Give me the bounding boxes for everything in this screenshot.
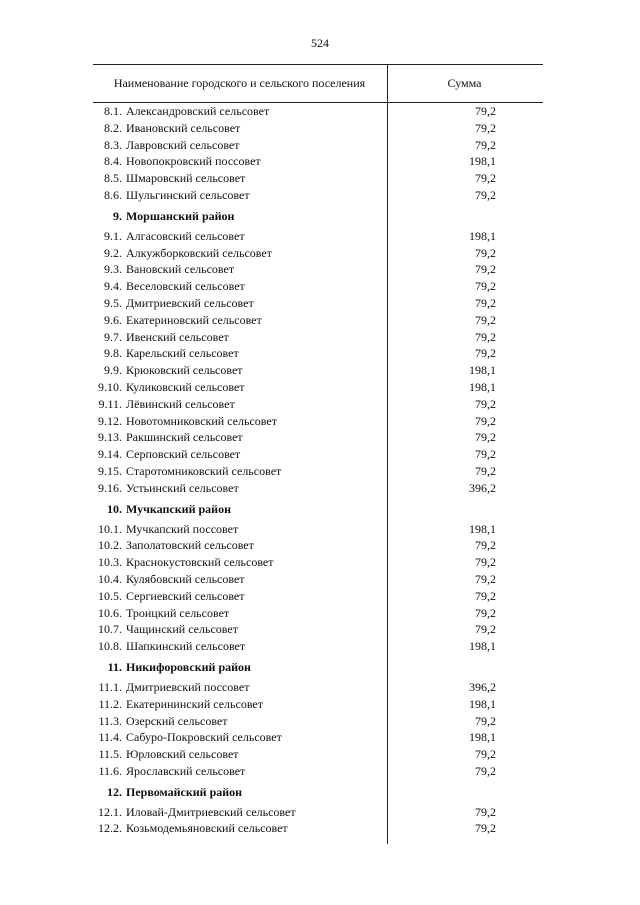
table-row xyxy=(93,261,543,278)
settlement-name: Крюковский сельсовет xyxy=(126,363,243,378)
settlement-name: Ракшинский сельсовет xyxy=(126,430,243,445)
row-number: 10.7. xyxy=(98,622,122,637)
sum-value: 198,1 xyxy=(469,730,496,745)
row-number: 11.3. xyxy=(98,713,122,728)
row-number: 9.3. xyxy=(104,262,122,277)
sum-value: 79,2 xyxy=(475,804,496,819)
sum-value: 79,2 xyxy=(475,571,496,586)
sum-value: 79,2 xyxy=(475,329,496,344)
table-row xyxy=(93,571,543,588)
table-row xyxy=(93,103,543,120)
district-heading xyxy=(93,497,543,521)
settlement-name: Троицкий сельсовет xyxy=(126,605,230,620)
sum-value: 79,2 xyxy=(475,622,496,637)
table-row xyxy=(93,713,543,730)
sum-value: 198,1 xyxy=(469,521,496,536)
table-row xyxy=(93,696,543,713)
settlement-name: Дмитриевский сельсовет xyxy=(126,295,254,310)
row-number: 9.16. xyxy=(98,480,122,495)
settlement-name: Дмитриевский поссовет xyxy=(126,679,250,694)
settlement-name: Алкужборковский сельсовет xyxy=(126,245,272,260)
sum-value: 198,1 xyxy=(469,379,496,394)
table-row xyxy=(93,820,543,837)
district-heading xyxy=(93,780,543,804)
table-row xyxy=(93,396,543,413)
sum-value: 79,2 xyxy=(475,262,496,277)
sum-value: 79,2 xyxy=(475,447,496,462)
settlement-name: Устьинский сельсовет xyxy=(126,480,239,495)
row-number: 11.1. xyxy=(98,679,122,694)
header-name-column: Наименование городского и сельского поселения xyxy=(113,76,366,90)
district-name: Моршанский район xyxy=(126,208,235,223)
district-name: Никифоровский район xyxy=(126,659,251,674)
district-number: 11. xyxy=(107,659,122,674)
row-number: 8.4. xyxy=(104,154,122,169)
row-number: 9.8. xyxy=(104,346,122,361)
district-number: 12. xyxy=(107,784,122,799)
table-row xyxy=(93,228,543,245)
settlement-name: Александровский сельсовет xyxy=(126,104,270,118)
sum-value: 79,2 xyxy=(475,245,496,260)
settlement-name: Новотомниковский сельсовет xyxy=(126,413,277,428)
row-number: 10.5. xyxy=(98,588,122,603)
settlement-name: Серповский сельсовет xyxy=(126,447,241,462)
sum-value: 79,2 xyxy=(475,430,496,445)
row-number: 9.4. xyxy=(104,279,122,294)
table-row xyxy=(93,605,543,622)
sum-value: 79,2 xyxy=(475,605,496,620)
settlement-name: Шапкинский сельсовет xyxy=(126,639,246,654)
table-row xyxy=(93,120,543,137)
table-row xyxy=(93,763,543,780)
settlement-name: Куликовский сельсовет xyxy=(126,379,245,394)
row-number: 9.15. xyxy=(98,463,122,478)
row-number: 9.10. xyxy=(98,379,122,394)
table-row xyxy=(93,187,543,204)
settlement-name: Шульгинский сельсовет xyxy=(126,187,250,202)
row-number: 9.11. xyxy=(98,396,122,411)
sum-value: 79,2 xyxy=(475,295,496,310)
settlement-name: Екатериновский сельсовет xyxy=(126,312,262,327)
sum-value: 198,1 xyxy=(469,154,496,169)
table-row xyxy=(93,362,543,379)
sum-value: 79,2 xyxy=(475,821,496,836)
row-number: 9.12. xyxy=(98,413,122,428)
sum-value: 79,2 xyxy=(475,413,496,428)
settlement-name: Кулябовский сельсовет xyxy=(126,571,245,586)
row-number: 10.1. xyxy=(98,521,122,536)
settlement-name: Ивенский сельсовет xyxy=(126,329,229,344)
settlement-name: Ивановский сельсовет xyxy=(126,120,241,135)
row-number: 8.3. xyxy=(104,137,122,152)
sum-value: 198,1 xyxy=(469,639,496,654)
settlement-name: Лавровский сельсовет xyxy=(126,137,240,152)
settlement-name: Ярославский сельсовет xyxy=(126,763,246,778)
table-header xyxy=(93,64,543,103)
row-number: 11.5. xyxy=(98,747,122,762)
table-row xyxy=(93,312,543,329)
sum-value: 79,2 xyxy=(475,279,496,294)
settlement-name: Сабуро-Покровский сельсовет xyxy=(126,730,282,745)
sum-value: 79,2 xyxy=(475,120,496,135)
sum-value: 79,2 xyxy=(475,588,496,603)
district-name: Мучкапский район xyxy=(126,501,231,516)
table-row xyxy=(93,554,543,571)
table-row xyxy=(93,278,543,295)
settlement-name: Вановский сельсовет xyxy=(126,262,235,277)
row-number: 9.7. xyxy=(104,329,122,344)
sum-value: 198,1 xyxy=(469,696,496,711)
settlement-name: Сергиевский сельсовет xyxy=(126,588,245,603)
row-number: 9.2. xyxy=(104,245,122,260)
row-number: 12.2. xyxy=(98,821,122,836)
district-number: 10. xyxy=(107,501,122,516)
row-number: 8.2. xyxy=(104,120,122,135)
sum-value: 79,2 xyxy=(475,747,496,762)
settlement-name: Старотомниковский сельсовет xyxy=(126,463,282,478)
table-row xyxy=(93,480,543,497)
sum-value: 396,2 xyxy=(469,679,496,694)
settlement-name: Екатерининский сельсовет xyxy=(126,696,264,711)
row-number: 12.1. xyxy=(98,804,122,819)
settlement-name: Мучкапский поссовет xyxy=(126,521,239,536)
table-row xyxy=(93,588,543,605)
table-row xyxy=(93,537,543,554)
settlement-name: Новопокровский поссовет xyxy=(126,154,261,169)
table-row xyxy=(93,429,543,446)
sum-value: 198,1 xyxy=(469,228,496,243)
row-number: 11.4. xyxy=(98,730,122,745)
settlement-name: Карельский сельсовет xyxy=(126,346,239,361)
row-number: 8.1. xyxy=(104,104,122,118)
settlement-name: Козьмодемьяновский сельсовет xyxy=(126,821,288,836)
district-name: Первомайский район xyxy=(126,784,243,799)
table-row xyxy=(93,170,543,187)
table-row xyxy=(93,446,543,463)
sum-value: 396,2 xyxy=(469,480,496,495)
sum-value: 79,2 xyxy=(475,187,496,202)
sum-value: 79,2 xyxy=(475,312,496,327)
sum-value: 79,2 xyxy=(475,137,496,152)
row-number: 9.13. xyxy=(98,430,122,445)
row-number: 10.3. xyxy=(98,555,122,570)
table-row xyxy=(93,521,543,538)
row-number: 10.4. xyxy=(98,571,122,586)
sum-value: 79,2 xyxy=(475,104,496,118)
row-number: 9.1. xyxy=(104,228,122,243)
settlement-name: Озерский сельсовет xyxy=(126,713,228,728)
table-row xyxy=(93,679,543,696)
table-row xyxy=(93,345,543,362)
table-row xyxy=(93,329,543,346)
table-row xyxy=(93,295,543,312)
row-number: 11.2. xyxy=(98,696,122,711)
table-row xyxy=(93,463,543,480)
table-row xyxy=(93,137,543,154)
settlement-name: Краснокустовский сельсовет xyxy=(126,555,274,570)
table-row xyxy=(93,379,543,396)
sum-value: 79,2 xyxy=(475,463,496,478)
settlement-name: Иловай-Дмитриевский сельсовет xyxy=(126,804,296,819)
sum-value: 79,2 xyxy=(475,346,496,361)
sum-value: 79,2 xyxy=(475,538,496,553)
table-row xyxy=(93,746,543,763)
header-sum-column: Сумма xyxy=(447,76,482,90)
table-row xyxy=(93,153,543,170)
settlement-table xyxy=(93,64,543,837)
table-row xyxy=(93,245,543,262)
table-row xyxy=(93,729,543,746)
row-number: 11.6. xyxy=(98,763,122,778)
row-number: 9.14. xyxy=(98,447,122,462)
table-row xyxy=(93,621,543,638)
settlement-name: Веселовский сельсовет xyxy=(126,279,245,294)
table-body xyxy=(93,103,543,837)
row-number: 10.8. xyxy=(98,639,122,654)
table-row xyxy=(93,804,543,821)
district-heading xyxy=(93,655,543,679)
district-heading xyxy=(93,204,543,228)
sum-value: 79,2 xyxy=(475,763,496,778)
row-number: 9.5. xyxy=(104,295,122,310)
settlement-name: Юрловский сельсовет xyxy=(126,747,239,762)
settlement-name: Лёвинский сельсовет xyxy=(126,396,235,411)
settlement-name: Чащинский сельсовет xyxy=(126,622,238,637)
settlement-name: Алгасовский сельсовет xyxy=(126,228,245,243)
table-row xyxy=(93,413,543,430)
row-number: 9.9. xyxy=(104,363,122,378)
district-number: 9. xyxy=(113,208,122,223)
sum-value: 79,2 xyxy=(475,396,496,411)
settlement-name: Заполатовский сельсовет xyxy=(126,538,254,553)
table-row xyxy=(93,638,543,655)
sum-value: 198,1 xyxy=(469,363,496,378)
settlement-name: Шмаровский сельсовет xyxy=(126,171,246,186)
row-number: 9.6. xyxy=(104,312,122,327)
row-number: 10.6. xyxy=(98,605,122,620)
row-number: 10.2. xyxy=(98,538,122,553)
row-number: 8.5. xyxy=(104,171,122,186)
sum-value: 79,2 xyxy=(475,171,496,186)
sum-value: 79,2 xyxy=(475,713,496,728)
sum-value: 79,2 xyxy=(475,555,496,570)
page-number: 524 xyxy=(311,36,329,50)
row-number: 8.6. xyxy=(104,187,122,202)
